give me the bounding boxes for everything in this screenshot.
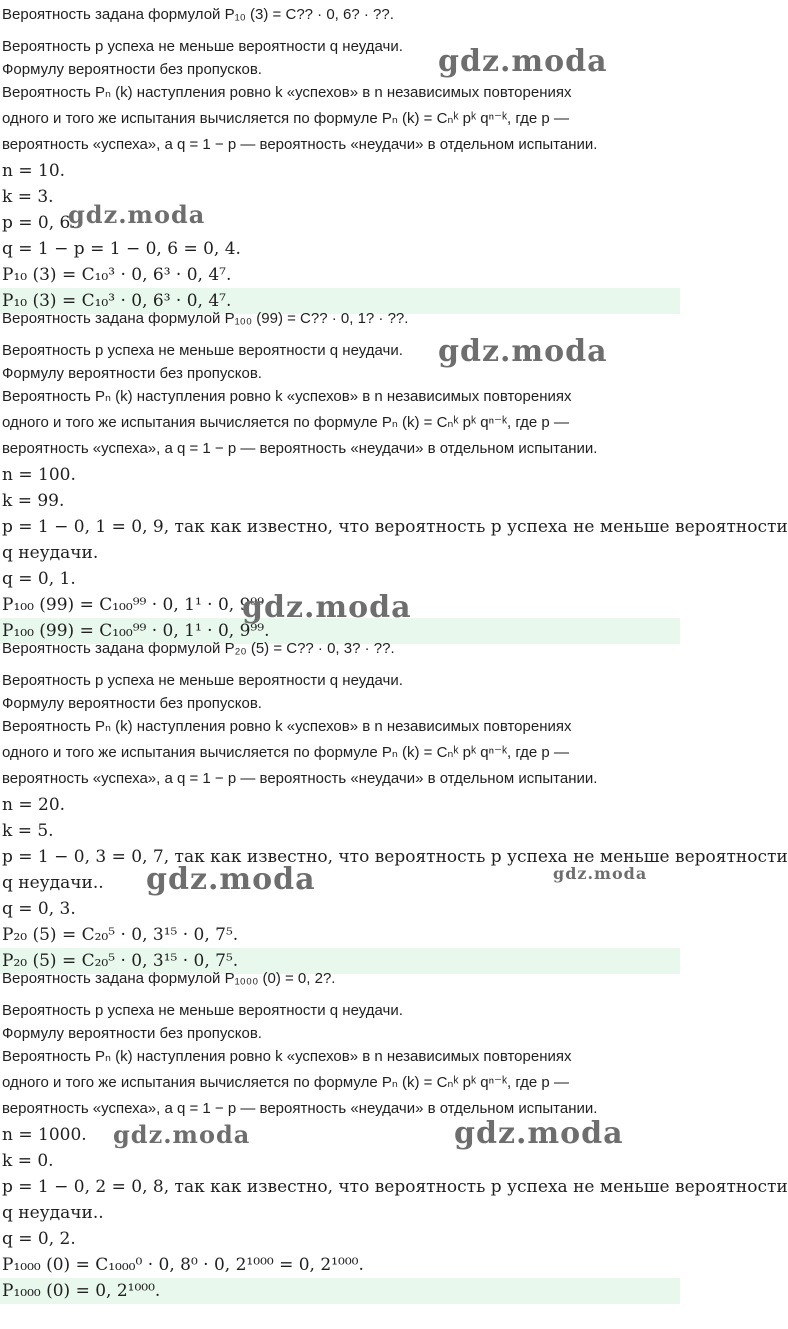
problem-statement: Вероятность задана формулой P₁₀ (3) = C?? · 0, 6? · ??. — [2, 6, 394, 23]
answer-line: P₁₀₀ (99) = C₁₀₀⁹⁹ · 0, 1¹ · 0, 9⁹⁹. — [0, 618, 680, 644]
step-line: k = 3. — [2, 187, 54, 207]
step-line: n = 10. — [2, 161, 66, 181]
section-3 — [0, 636, 788, 974]
step-line: q неудачи. — [2, 543, 99, 563]
step-line: k = 99. — [2, 491, 65, 511]
step-line: n = 100. — [2, 465, 76, 485]
hint-line: Вероятность p успеха не меньше вероятности q неудачи. — [2, 672, 403, 689]
answer-line: P₁₀ (3) = C₁₀³ · 0, 6³ · 0, 4⁷. — [0, 288, 680, 314]
step-line: n = 1000. — [2, 1125, 87, 1145]
section-1 — [0, 2, 680, 314]
theory-line: одного и того же испытания вычисляется по формуле Pₙ (k) = Cₙᵏ pᵏ qⁿ⁻ᵏ, где p — — [2, 1074, 569, 1091]
step-line: P₁₀₀ (99) = C₁₀₀⁹⁹ · 0, 1¹ · 0, 9⁹⁹. — [2, 595, 270, 615]
watermark-logo: gdz.moda — [146, 862, 316, 897]
watermark-logo: gdz.moda — [242, 590, 412, 625]
theory-line: Вероятность Pₙ (k) наступления ровно k «успехов» в n независимых повторениях — [2, 84, 572, 101]
watermark-logo: gdz.moda — [438, 44, 608, 79]
theory-line: вероятность «успеха», а q = 1 − p — вероятность «неудачи» в отдельном испытании. — [2, 136, 598, 153]
step-line: q = 0, 2. — [2, 1229, 76, 1249]
watermark-logo: gdz.moda — [438, 334, 608, 369]
section-2 — [0, 306, 788, 644]
watermark-logo: gdz.moda — [553, 864, 648, 883]
watermark-logo: gdz.moda — [454, 1116, 624, 1151]
step-line: P₂₀ (5) = C₂₀⁵ · 0, 3¹⁵ · 0, 7⁵. — [2, 925, 239, 945]
hint-line: Вероятность p успеха не меньше вероятности q неудачи. — [2, 38, 403, 55]
theory-line: Вероятность Pₙ (k) наступления ровно k «успехов» в n независимых повторениях — [2, 1048, 572, 1065]
step-line: q = 0, 1. — [2, 569, 76, 589]
theory-line: Вероятность Pₙ (k) наступления ровно k «успехов» в n независимых повторениях — [2, 718, 572, 735]
problem-statement: Вероятность задана формулой P₁₀₀₀ (0) = 0, 2?. — [2, 970, 336, 987]
step-line: q неудачи.. — [2, 873, 104, 893]
theory-line: одного и того же испытания вычисляется по формуле Pₙ (k) = Cₙᵏ pᵏ qⁿ⁻ᵏ, где p — — [2, 744, 569, 761]
theory-line: одного и того же испытания вычисляется по формуле Pₙ (k) = Cₙᵏ pᵏ qⁿ⁻ᵏ, где p — — [2, 414, 569, 431]
hint-line: Формулу вероятности без пропусков. — [2, 695, 262, 712]
problem-statement: Вероятность задана формулой P₂₀ (5) = C?? · 0, 3? · ??. — [2, 640, 395, 657]
theory-line: Вероятность Pₙ (k) наступления ровно k «успехов» в n независимых повторениях — [2, 388, 572, 405]
step-line: p = 1 − 0, 1 = 0, 9, так как известно, что вероятность p успеха не меньше вероятности — [2, 517, 788, 537]
hint-line: Формулу вероятности без пропусков. — [2, 365, 262, 382]
step-line: q = 1 − p = 1 − 0, 6 = 0, 4. — [2, 239, 241, 259]
hint-line: Формулу вероятности без пропусков. — [2, 61, 262, 78]
theory-line: вероятность «успеха», а q = 1 − p — вероятность «неудачи» в отдельном испытании. — [2, 440, 598, 457]
step-line: q неудачи.. — [2, 1203, 104, 1223]
step-line: p = 0, 6. — [2, 213, 76, 233]
step-line: p = 1 − 0, 3 = 0, 7, так как известно, что вероятность p успеха не меньше вероятности — [2, 847, 788, 867]
step-line: q = 0, 3. — [2, 899, 76, 919]
answer-line: P₂₀ (5) = C₂₀⁵ · 0, 3¹⁵ · 0, 7⁵. — [0, 948, 680, 974]
step-line: P₁₀ (3) = C₁₀³ · 0, 6³ · 0, 4⁷. — [2, 265, 232, 285]
step-line: P₁₀₀₀ (0) = C₁₀₀₀⁰ · 0, 8⁰ · 0, 2¹⁰⁰⁰ = 0, 2¹⁰⁰⁰. — [2, 1255, 364, 1275]
step-line: n = 20. — [2, 795, 66, 815]
theory-line: вероятность «успеха», а q = 1 − p — вероятность «неудачи» в отдельном испытании. — [2, 770, 598, 787]
watermark-logo: gdz.moda — [113, 1120, 251, 1149]
problem-statement: Вероятность задана формулой P₁₀₀ (99) = C?? · 0, 1? · ??. — [2, 310, 409, 327]
theory-line: вероятность «успеха», а q = 1 − p — вероятность «неудачи» в отдельном испытании. — [2, 1100, 598, 1117]
step-line: p = 1 − 0, 2 = 0, 8, так как известно, что вероятность p успеха не меньше вероятности — [2, 1177, 788, 1197]
answer-line: P₁₀₀₀ (0) = 0, 2¹⁰⁰⁰. — [0, 1278, 680, 1304]
section-4 — [0, 966, 788, 1304]
step-line: k = 5. — [2, 821, 54, 841]
hint-line: Вероятность p успеха не меньше вероятности q неудачи. — [2, 1002, 403, 1019]
watermark-logo: gdz.moda — [68, 200, 206, 229]
step-line: k = 0. — [2, 1151, 54, 1171]
hint-line: Вероятность p успеха не меньше вероятности q неудачи. — [2, 342, 403, 359]
hint-line: Формулу вероятности без пропусков. — [2, 1025, 262, 1042]
theory-line: одного и того же испытания вычисляется по формуле Pₙ (k) = Cₙᵏ pᵏ qⁿ⁻ᵏ, где p — — [2, 110, 569, 127]
